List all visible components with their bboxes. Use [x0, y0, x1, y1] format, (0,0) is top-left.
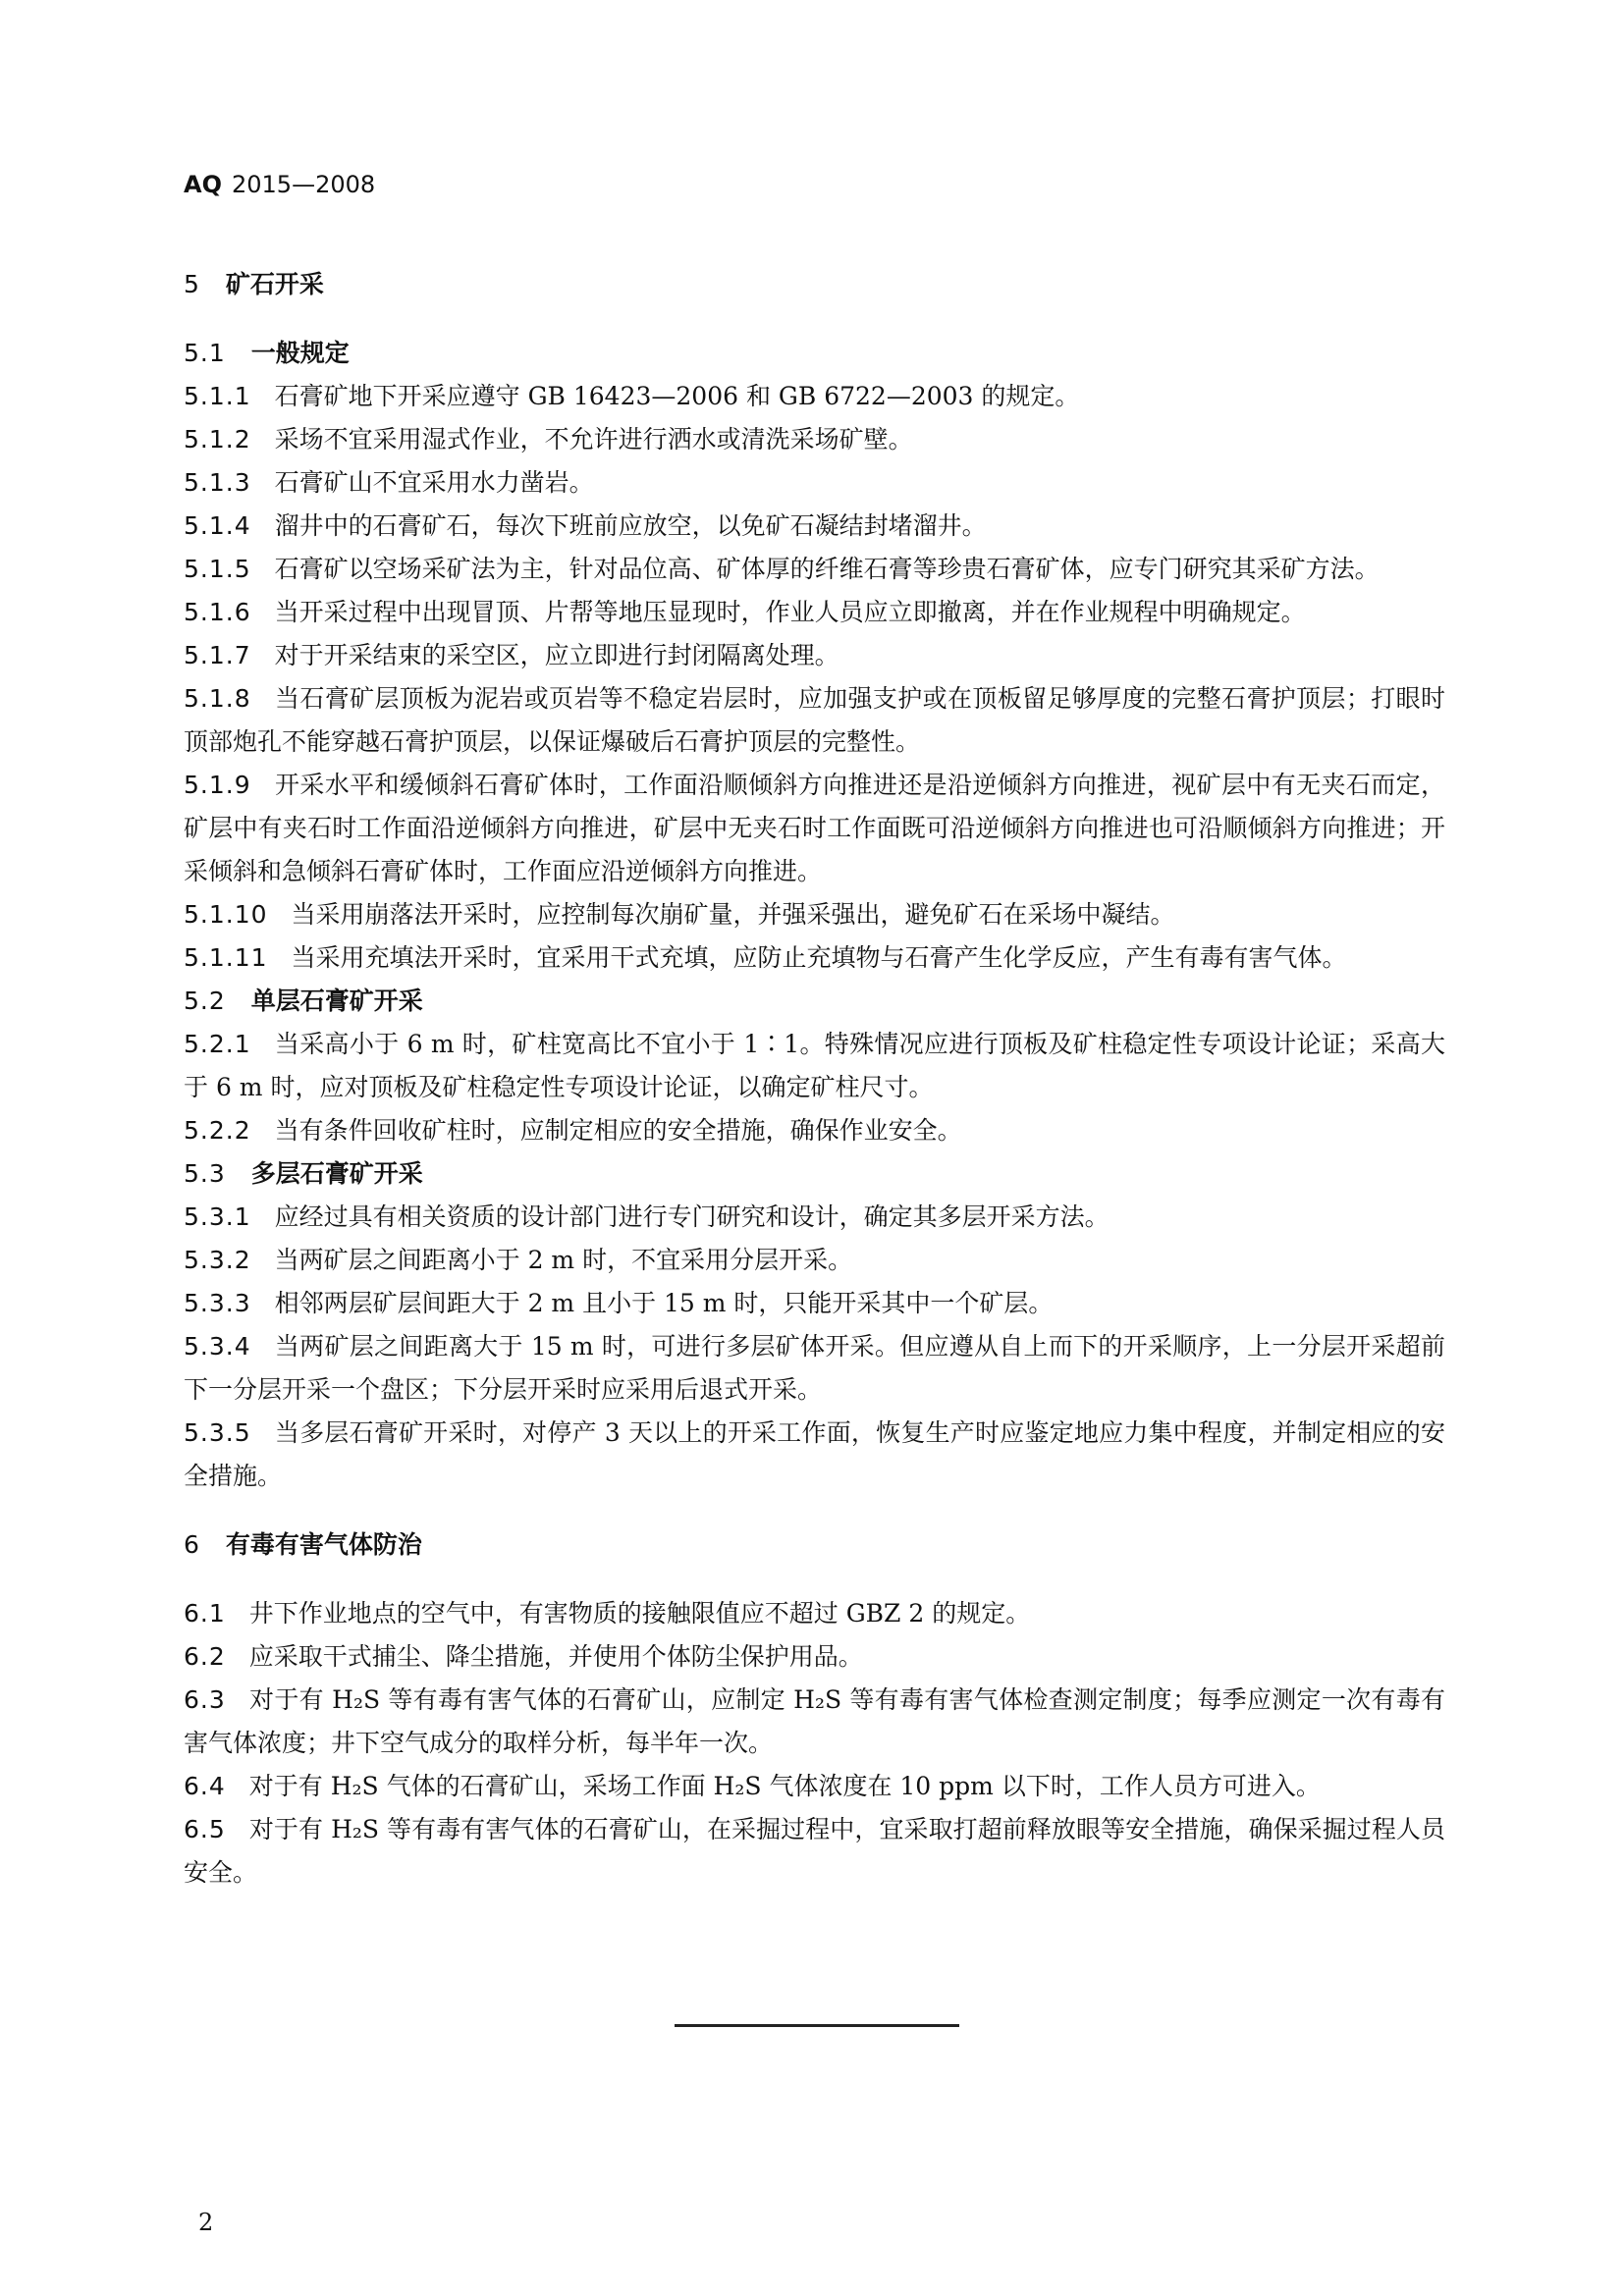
clause-text: 当石膏矿层顶板为泥岩或页岩等不稳定岩层时，应加强支护或在顶板留足够厚度的完整石膏护顶层；打眼时顶部炮孔不能穿越石膏护顶层，以保证爆破后石膏护顶层的完整性。 — [184, 684, 1445, 756]
clause-text: 对于有 H₂S 气体的石膏矿山，采场工作面 H₂S 气体浓度在 10 ppm 以下时，工作人员方可进入。 — [248, 1772, 1321, 1800]
clause-text: 应采取干式捕尘、降尘措施，并使用个体防尘保护用品。 — [248, 1642, 863, 1671]
clause-text: 采场不宜采用湿式作业，不允许进行洒水或清洗采场矿壁。 — [274, 425, 913, 454]
subsection-title: 一般规定 — [250, 339, 350, 367]
clause-number: 5.1.6 — [184, 598, 251, 626]
subsection-heading-5-2 — [184, 980, 1445, 1023]
clause-number: 5.3.3 — [184, 1289, 251, 1317]
clause-5-1-7 — [184, 634, 1445, 677]
page-number: 2 — [198, 2209, 214, 2236]
clause-text: 当采高小于 6 m 时，矿柱宽高比不宜小于 1∶1。特殊情况应进行顶板及矿柱稳定性专项设计论证；采高大于 6 m 时，应对顶板及矿柱稳定性专项设计论证，以确定矿柱尺寸。 — [184, 1030, 1445, 1101]
clause-number: 5.1.2 — [184, 425, 251, 454]
clause-text: 应经过具有相关资质的设计部门进行专门研究和设计，确定其多层开采方法。 — [274, 1202, 1110, 1231]
clause-6-4 — [184, 1765, 1445, 1808]
clause-text: 对于开采结束的采空区，应立即进行封闭隔离处理。 — [274, 641, 839, 669]
clause-5-1-10 — [184, 893, 1445, 936]
clause-5-3-2 — [184, 1239, 1445, 1282]
clause-number: 6.1 — [184, 1599, 226, 1628]
clause-number: 5.3.4 — [184, 1332, 251, 1361]
standard-code: AQ — [184, 171, 222, 198]
clause-5-1-1 — [184, 375, 1445, 418]
clause-5-1-9 — [184, 764, 1445, 893]
clause-5-2-2 — [184, 1109, 1445, 1152]
clause-number: 5.1.3 — [184, 468, 251, 497]
subsection-number: 5.3 — [184, 1159, 226, 1188]
clause-5-1-4 — [184, 505, 1445, 548]
section-heading-5 — [184, 263, 1445, 306]
subsection-title: 多层石膏矿开采 — [250, 1159, 423, 1188]
clause-5-3-1 — [184, 1196, 1445, 1239]
clause-text: 对于有 H₂S 等有毒有害气体的石膏矿山，应制定 H₂S 等有毒有害气体检查测定制度；每季应测定一次有毒有害气体浓度；井下空气成分的取样分析，每半年一次。 — [184, 1685, 1445, 1757]
section-title: 有毒有害气体防治 — [225, 1530, 422, 1559]
document-body — [184, 263, 1445, 1895]
clause-5-1-2 — [184, 418, 1445, 461]
subsection-title: 单层石膏矿开采 — [250, 987, 423, 1015]
clause-6-3 — [184, 1679, 1445, 1765]
clause-number: 5.1.7 — [184, 641, 251, 669]
clause-text: 当开采过程中出现冒顶、片帮等地压显现时，作业人员应立即撤离，并在作业规程中明确规定。 — [274, 598, 1306, 626]
section-heading-6 — [184, 1523, 1445, 1567]
clause-5-3-3 — [184, 1282, 1445, 1325]
clause-text: 当有条件回收矿柱时，应制定相应的安全措施，确保作业安全。 — [274, 1116, 962, 1145]
subsection-number: 5.1 — [184, 339, 226, 367]
clause-number: 6.3 — [184, 1685, 226, 1714]
clause-5-3-5 — [184, 1412, 1445, 1498]
clause-number: 5.3.1 — [184, 1202, 251, 1231]
clause-number: 6.5 — [184, 1815, 226, 1843]
end-of-document-rule — [675, 2024, 959, 2027]
clause-6-5 — [184, 1808, 1445, 1895]
clause-number: 5.1.4 — [184, 511, 251, 540]
clause-number: 5.1.9 — [184, 771, 251, 799]
standard-year: 2015—2008 — [231, 171, 376, 198]
section-title: 矿石开采 — [225, 270, 324, 298]
clause-text: 石膏矿山不宜采用水力凿岩。 — [274, 468, 594, 497]
clause-text: 开采水平和缓倾斜石膏矿体时，工作面沿顺倾斜方向推进还是沿逆倾斜方向推进，视矿层中有无夹石而定，矿层中有夹石时工作面沿逆倾斜方向推进，矿层中无夹石时工作面既可沿逆倾斜方向推进也可沿顺倾斜方向推进；开采倾斜和急倾斜石膏矿体时，工作面应沿逆倾斜方向推进。 — [184, 771, 1445, 885]
clause-number: 5.1.1 — [184, 382, 251, 410]
clause-5-2-1 — [184, 1023, 1445, 1109]
clause-text: 溜井中的石膏矿石，每次下班前应放空，以免矿石凝结封堵溜井。 — [274, 511, 987, 540]
clause-5-1-6 — [184, 591, 1445, 634]
clause-text: 井下作业地点的空气中，有害物质的接触限值应不超过 GBZ 2 的规定。 — [248, 1599, 1031, 1628]
subsection-heading-5-1 — [184, 332, 1445, 375]
clause-number: 5.3.2 — [184, 1246, 251, 1274]
clause-5-1-5 — [184, 548, 1445, 591]
clause-number: 5.3.5 — [184, 1418, 251, 1447]
standard-number-header — [184, 171, 375, 198]
clause-6-2 — [184, 1635, 1445, 1679]
clause-6-1 — [184, 1592, 1445, 1635]
clause-text: 石膏矿以空场采矿法为主，针对品位高、矿体厚的纤维石膏等珍贵石膏矿体，应专门研究其采矿方法。 — [274, 555, 1380, 583]
clause-5-1-11 — [184, 936, 1445, 980]
section-number: 6 — [184, 1530, 200, 1559]
clause-number: 5.1.8 — [184, 684, 251, 713]
clause-5-3-4 — [184, 1325, 1445, 1412]
clause-text: 当两矿层之间距离小于 2 m 时，不宜采用分层开采。 — [274, 1246, 853, 1274]
clause-number: 5.2.1 — [184, 1030, 251, 1058]
clause-number: 6.2 — [184, 1642, 226, 1671]
clause-5-1-8 — [184, 677, 1445, 764]
clause-text: 石膏矿地下开采应遵守 GB 16423—2006 和 GB 6722—2003 的规定。 — [274, 382, 1080, 410]
subsection-heading-5-3 — [184, 1152, 1445, 1196]
clause-number: 5.1.10 — [184, 900, 268, 929]
clause-number: 5.1.5 — [184, 555, 251, 583]
clause-text: 当采用充填法开采时，宜采用干式充填，应防止充填物与石膏产生化学反应，产生有毒有害气体。 — [291, 943, 1347, 972]
clause-number: 5.2.2 — [184, 1116, 251, 1145]
section-number: 5 — [184, 270, 200, 298]
clause-number: 5.1.11 — [184, 943, 268, 972]
subsection-number: 5.2 — [184, 987, 226, 1015]
clause-number: 6.4 — [184, 1772, 226, 1800]
clause-text: 当多层石膏矿开采时，对停产 3 天以上的开采工作面，恢复生产时应鉴定地应力集中程度，并制定相应的安全措施。 — [184, 1418, 1445, 1490]
clause-text: 当两矿层之间距离大于 15 m 时，可进行多层矿体开采。但应遵从自上而下的开采顺序，上一分层开采超前下一分层开采一个盘区；下分层开采时应采用后退式开采。 — [184, 1332, 1445, 1404]
clause-5-1-3 — [184, 461, 1445, 505]
clause-text: 当采用崩落法开采时，应控制每次崩矿量，并强采强出，避免矿石在采场中凝结。 — [291, 900, 1175, 929]
clause-text: 相邻两层矿层间距大于 2 m 且小于 15 m 时，只能开采其中一个矿层。 — [274, 1289, 1054, 1317]
clause-text: 对于有 H₂S 等有毒有害气体的石膏矿山，在采掘过程中，宜采取打超前释放眼等安全措施，确保采掘过程人员安全。 — [184, 1815, 1445, 1887]
